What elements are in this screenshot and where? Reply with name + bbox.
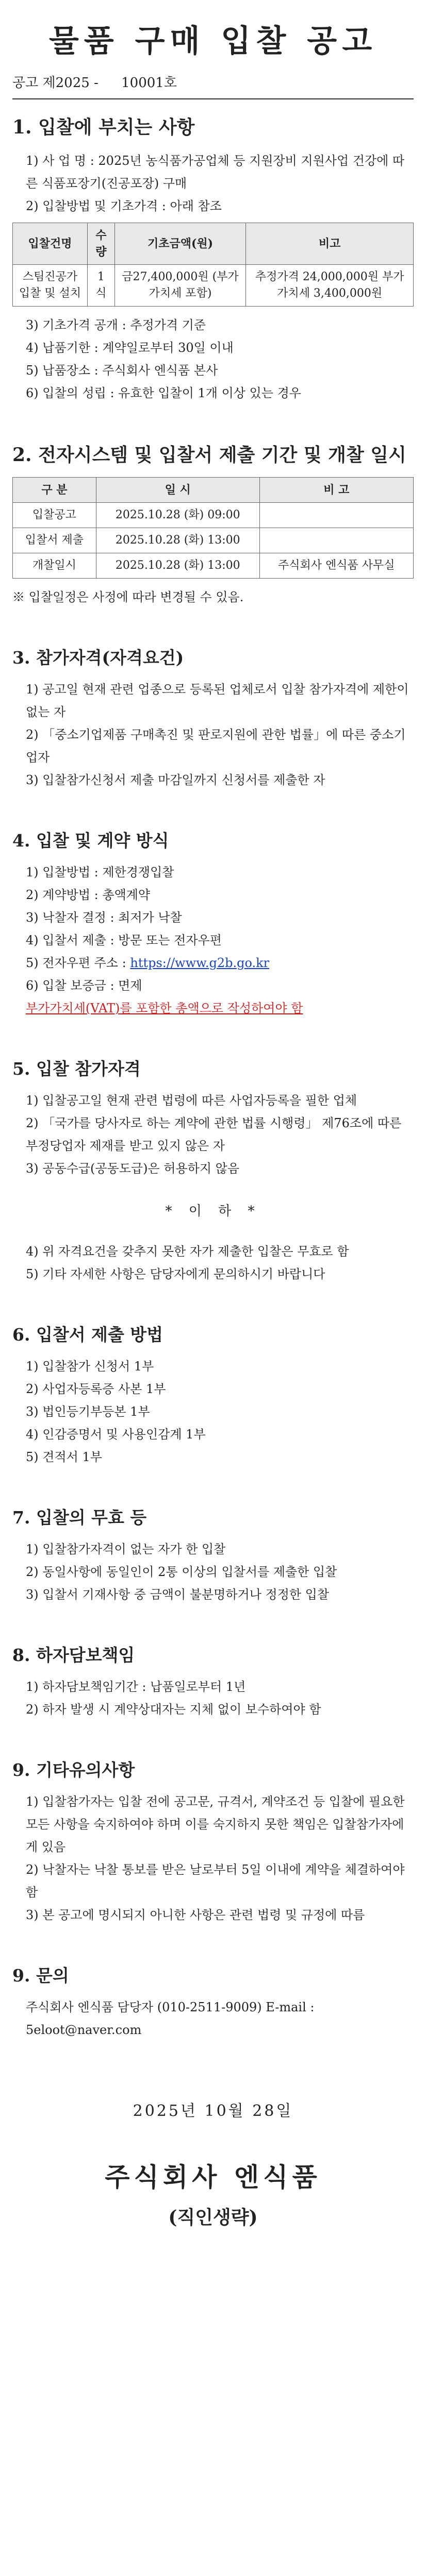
- section-9-line: 2) 낙찰자는 낙찰 통보를 받은 날로부터 5일 이내에 계약을 체결하여야 함: [26, 1862, 405, 1900]
- section-divider-stars: * 이 하 *: [165, 1204, 261, 1219]
- section-2-heading: 2. 전자시스템 및 입찰서 제출 기간 및 개찰 일시: [12, 444, 406, 466]
- section-9-line: 1) 입찰참가자는 입찰 전에 공고문, 규격서, 계약조건 등 입찰에 필요한 모든 사항을 숙지하여야 하며 이를 숙지하지 못한 책임은 입찰참가자에게 있음: [26, 1794, 405, 1854]
- table-cell: [259, 503, 413, 528]
- section-4-red-note: [12, 997, 414, 1020]
- section-3-heading: 3. 참가자격(자격요건): [12, 648, 184, 668]
- section-7-line: 1) 입찰참가자격이 없는 자가 한 입찰: [26, 1542, 226, 1556]
- section-4: [12, 827, 414, 1020]
- notice-date: 2025년 10월 28일: [133, 2102, 293, 2120]
- section-5-line: 1) 입찰공고일 현재 관련 법령에 따른 사업자등록을 필한 업체: [26, 1093, 357, 1108]
- table-header: 비고: [246, 223, 414, 265]
- table-cell: 개찰일시: [13, 553, 96, 579]
- section-4-line: 4) 입찰서 제출 : 방문 또는 전자우편: [26, 933, 222, 947]
- schedule-table: [12, 477, 414, 579]
- table-cell: 1식: [88, 265, 115, 307]
- section-7-line: 2) 동일사항에 동일인이 2통 이상의 입찰서를 제출한 입찰: [26, 1565, 337, 1579]
- table-header: 구 분: [13, 478, 96, 503]
- section-1-heading: 1. 입찰에 부치는 사항: [12, 116, 195, 138]
- section-1-line: 3) 기초가격 공개 : 추정가격 기준: [26, 318, 206, 332]
- section-1-line: 2) 입찰방법 및 기초가격 : 아래 참조: [26, 199, 222, 213]
- table-cell: 스팀진공가 입찰 및 설치: [13, 265, 88, 307]
- section-5-line: 3) 공동수급(공동도급)은 허용하지 않음: [26, 1161, 240, 1176]
- section-4-line: [12, 952, 414, 974]
- section-6-line: 3) 법인등기부등본 1부: [26, 1404, 150, 1419]
- page-title: 물품 구매 입찰 공고: [48, 23, 378, 59]
- section-5-heading: 5. 입찰 참가자격: [12, 1059, 141, 1079]
- g2b-link[interactable]: https://www.g2b.go.kr: [130, 956, 270, 970]
- table-cell: 입찰서 제출: [13, 528, 96, 553]
- section-7-heading: 7. 입찰의 무효 등: [12, 1507, 147, 1528]
- table-header: 일 시: [96, 478, 259, 503]
- table-cell: 2025.10.28 (화) 09:00: [96, 503, 259, 528]
- company-name: 주식회사 엔식품: [105, 2162, 321, 2192]
- section-8-line: 2) 하자 발생 시 계약상대자는 지체 없이 보수하여야 함: [26, 1702, 321, 1717]
- table-header: 수량: [88, 223, 115, 265]
- table-cell: 금27,400,000원 (부가가치세 포함): [114, 265, 246, 307]
- notice-document: [12, 9, 414, 2229]
- table-cell: 주식회사 엔식품 사무실: [259, 553, 413, 579]
- section-9-line: 3) 본 공고에 명시되지 아니한 사항은 관련 법령 및 규정에 따름: [26, 1908, 365, 1922]
- contact-line: 주식회사 엔식품 담당자 (010-2511-9009) E-mail : 5eloot@naver.com: [26, 2000, 315, 2037]
- section-9: [12, 1757, 414, 1926]
- table-row: [13, 503, 414, 528]
- section-contact: [12, 1962, 414, 2041]
- table-cell: 추정가격 24,000,000원 부가가치세 3,400,000원: [246, 265, 414, 307]
- section-1-line: 4) 납품기한 : 계약일로부터 30일 이내: [26, 341, 234, 355]
- section-5: [12, 1056, 414, 1285]
- table-cell: 입찰공고: [13, 503, 96, 528]
- section-6-line: 1) 입찰참가 신청서 1부: [26, 1359, 154, 1374]
- section-3: [12, 645, 414, 791]
- section-8: [12, 1642, 414, 1721]
- section-8-line: 1) 하자담보책임기간 : 납품일로부터 1년: [26, 1680, 246, 1694]
- section-3-line: 1) 공고일 현재 관련 업종으로 등록된 업체로서 입찰 참가자격에 제한이 없는 자: [26, 682, 409, 719]
- section-6-heading: 6. 입찰서 제출 방법: [12, 1325, 163, 1345]
- table-cell: 2025.10.28 (화) 13:00: [96, 553, 259, 579]
- vat-notice: 부가가치세(VAT)를 포함한 총액으로 작성하여야 함: [26, 1001, 303, 1015]
- seal-omitted: (직인생략): [168, 2207, 258, 2228]
- contact-heading: 9. 문의: [12, 1965, 69, 1986]
- table-row: [13, 528, 414, 553]
- section-7: [12, 1504, 414, 1606]
- section-1: [12, 113, 414, 404]
- section-7-line: 3) 입찰서 기재사항 중 금액이 불분명하거나 정정한 입찰: [26, 1587, 330, 1602]
- section-9-heading: 9. 기타유의사항: [12, 1760, 135, 1780]
- table-header: 기초금액(원): [114, 223, 246, 265]
- section-1-line: 1) 사 업 명 : 2025년 농식품가공업체 등 지원장비 지원사업 건강에 따른 식품포장기(진공포장) 구매: [26, 154, 405, 191]
- notice-number-value: 10001호: [121, 75, 177, 91]
- table-header: 비 고: [259, 478, 413, 503]
- section-6-line: 4) 인감증명서 및 사용인감계 1부: [26, 1427, 206, 1442]
- table-row: [13, 553, 414, 579]
- section-4-line: 6) 입찰 보증금 : 면제: [26, 978, 142, 993]
- section-3-line: 3) 입찰참가신청서 제출 마감일까지 신청서를 제출한 자: [26, 773, 325, 787]
- section-4-line: 1) 입찰방법 : 제한경쟁입찰: [26, 865, 174, 879]
- title-divider: [12, 98, 414, 99]
- table-header: 입찰건명: [13, 223, 88, 265]
- notice-number-label: 공고 제2025 -: [12, 75, 99, 91]
- notice-number: [12, 72, 414, 91]
- section-4-line-label: 5) 전자우편 주소 :: [26, 956, 126, 970]
- section-5-line: 2) 「국가를 당사자로 하는 계약에 관한 법률 시행령」 제76조에 따른 부정당업자 제재를 받고 있지 않은 자: [26, 1116, 402, 1153]
- section-4-line: 2) 계약방법 : 총액계약: [26, 888, 151, 902]
- section-2: [12, 440, 414, 608]
- section-3-line: 2) 「중소기업제품 구매촉진 및 판로지원에 관한 법률」에 따른 중소기업자: [26, 727, 406, 765]
- section-8-heading: 8. 하자담보책임: [12, 1645, 135, 1665]
- table-cell: 2025.10.28 (화) 13:00: [96, 528, 259, 553]
- section-6-line: 2) 사업자등록증 사본 1부: [26, 1382, 166, 1396]
- bid-items-table: [12, 223, 414, 307]
- schedule-note: ※ 입찰일정은 사정에 따라 변경될 수 있음.: [12, 590, 244, 604]
- section-4-heading: 4. 입찰 및 계약 방식: [12, 831, 169, 851]
- section-1-line: 6) 입찰의 성립 : 유효한 입찰이 1개 이상 있는 경우: [26, 386, 301, 400]
- section-5-line: 4) 위 자격요건을 갖추지 못한 자가 제출한 입찰은 무효로 함: [26, 1244, 349, 1259]
- section-6-line: 5) 견적서 1부: [26, 1450, 102, 1464]
- section-5-line: 5) 기타 자세한 사항은 담당자에게 문의하시기 바랍니다: [26, 1267, 325, 1281]
- table-cell: [259, 528, 413, 553]
- section-4-line: 3) 낙찰자 결정 : 최저가 낙찰: [26, 910, 182, 925]
- section-1-line: 5) 납품장소 : 주식회사 엔식품 본사: [26, 363, 218, 378]
- table-row: [13, 265, 414, 307]
- section-6: [12, 1321, 414, 1468]
